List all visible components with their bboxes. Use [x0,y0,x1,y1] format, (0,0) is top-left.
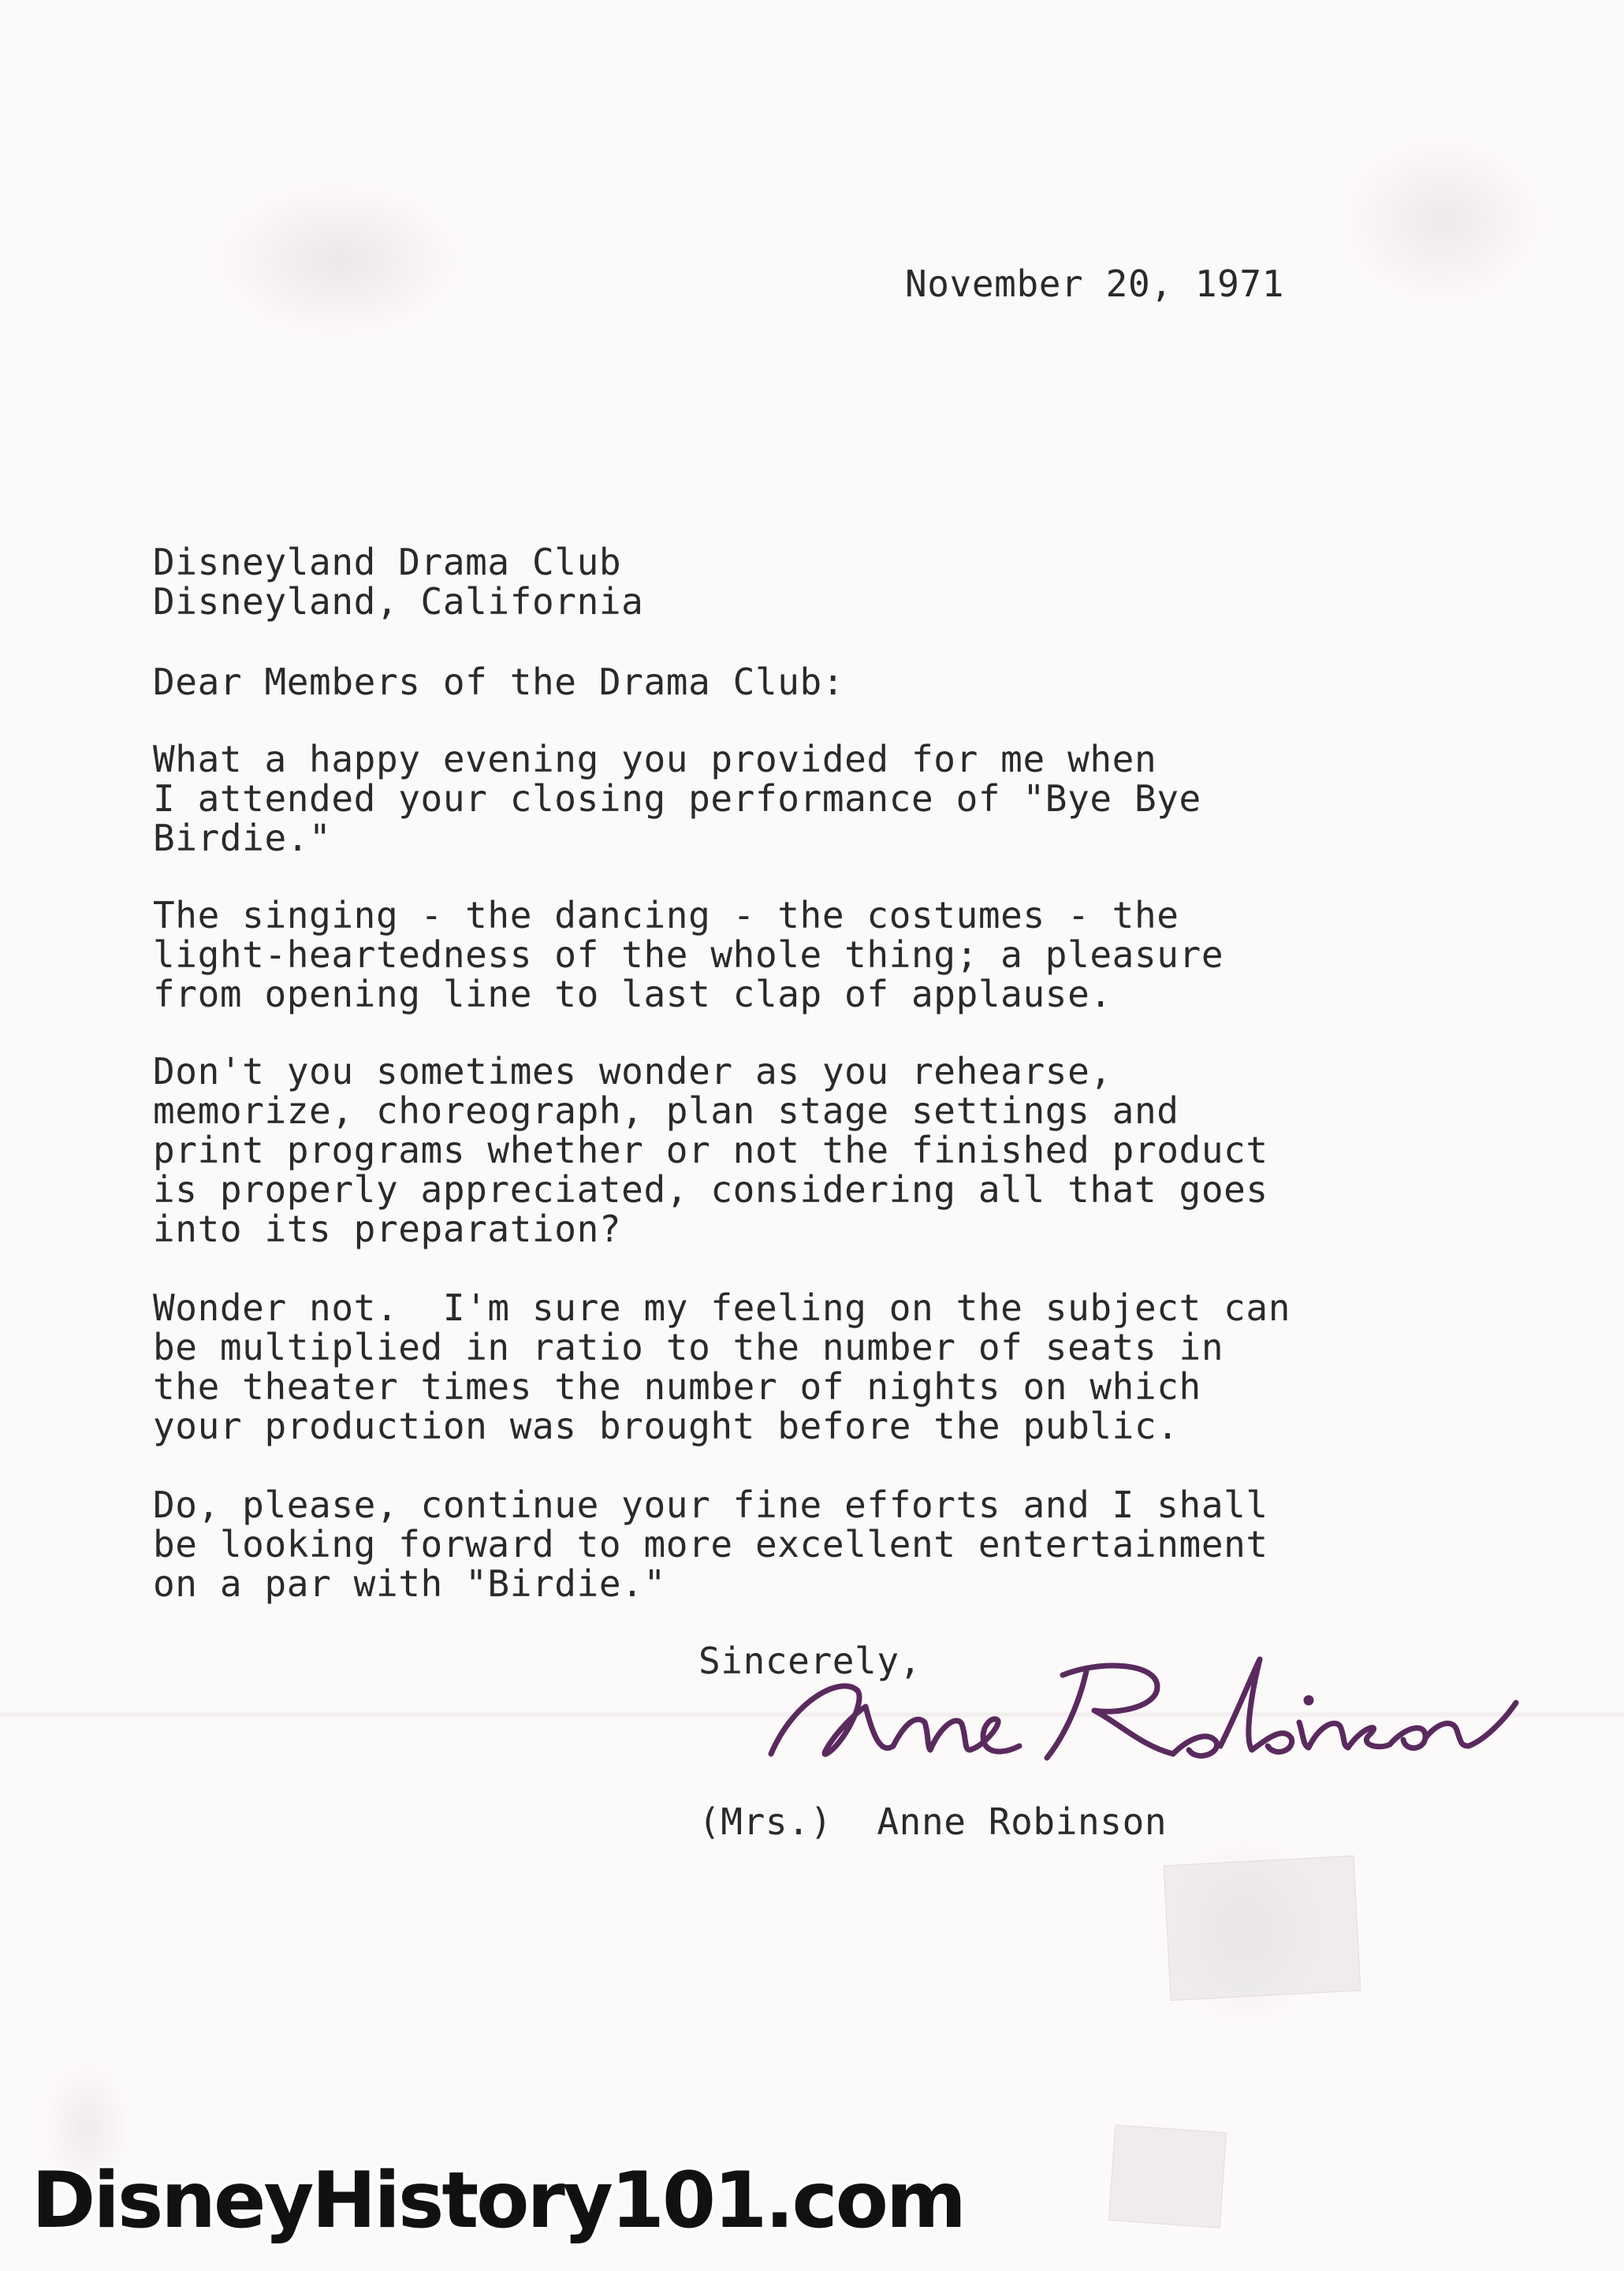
paragraph-line: Birdie." [153,817,332,859]
signer-name: (Mrs.) Anne Robinson [698,1800,1168,1843]
address-line: Disneyland Drama Club [153,541,622,583]
paragraph-line: Don't you sometimes wonder as you rehearse, [153,1050,1112,1093]
paragraph-line: your production was brought before the public. [153,1405,1179,1447]
paragraph-line: from opening line to last clap of applause. [153,973,1112,1015]
paragraph-line: The singing - the dancing - the costumes - the [153,894,1179,936]
paragraph-line: light-heartedness of the whole thing; a pleasure [153,933,1224,976]
paragraph-line: I attended your closing performance of "Bye Bye [153,777,1201,820]
paragraph-line: memorize, choreograph, plan stage settings and [153,1089,1179,1132]
paragraph-line: into its preparation? [153,1208,622,1250]
paragraph-line: on a par with "Birdie." [153,1562,666,1605]
letter-date: November 20, 1971 [905,262,1285,305]
address-line: Disneyland, California [153,580,644,623]
closing: Sincerely, [698,1640,922,1682]
handwritten-signature [747,1628,1528,1793]
site-watermark: DisneyHistory101.com [32,2156,965,2246]
paragraph-line: Do, please, continue your fine efforts and I shall [153,1484,1268,1526]
salutation: Dear Members of the Drama Club: [153,661,845,703]
paragraph-line: is properly appreciated, considering all that goes [153,1168,1268,1211]
paragraph-line: be multiplied in ratio to the number of seats in [153,1326,1224,1368]
paragraph-line: Wonder not. I'm sure my feeling on the subject can [153,1286,1291,1329]
paragraph-line: print programs whether or not the finished product [153,1129,1268,1171]
paragraph-line: the theater times the number of nights on which [153,1365,1201,1408]
tape-residue [1164,1856,1361,2001]
paragraph-line: be looking forward to more excellent entertainment [153,1523,1268,1566]
paragraph-line: What a happy evening you provided for me when [153,738,1157,780]
tape-residue [1108,2124,1227,2228]
